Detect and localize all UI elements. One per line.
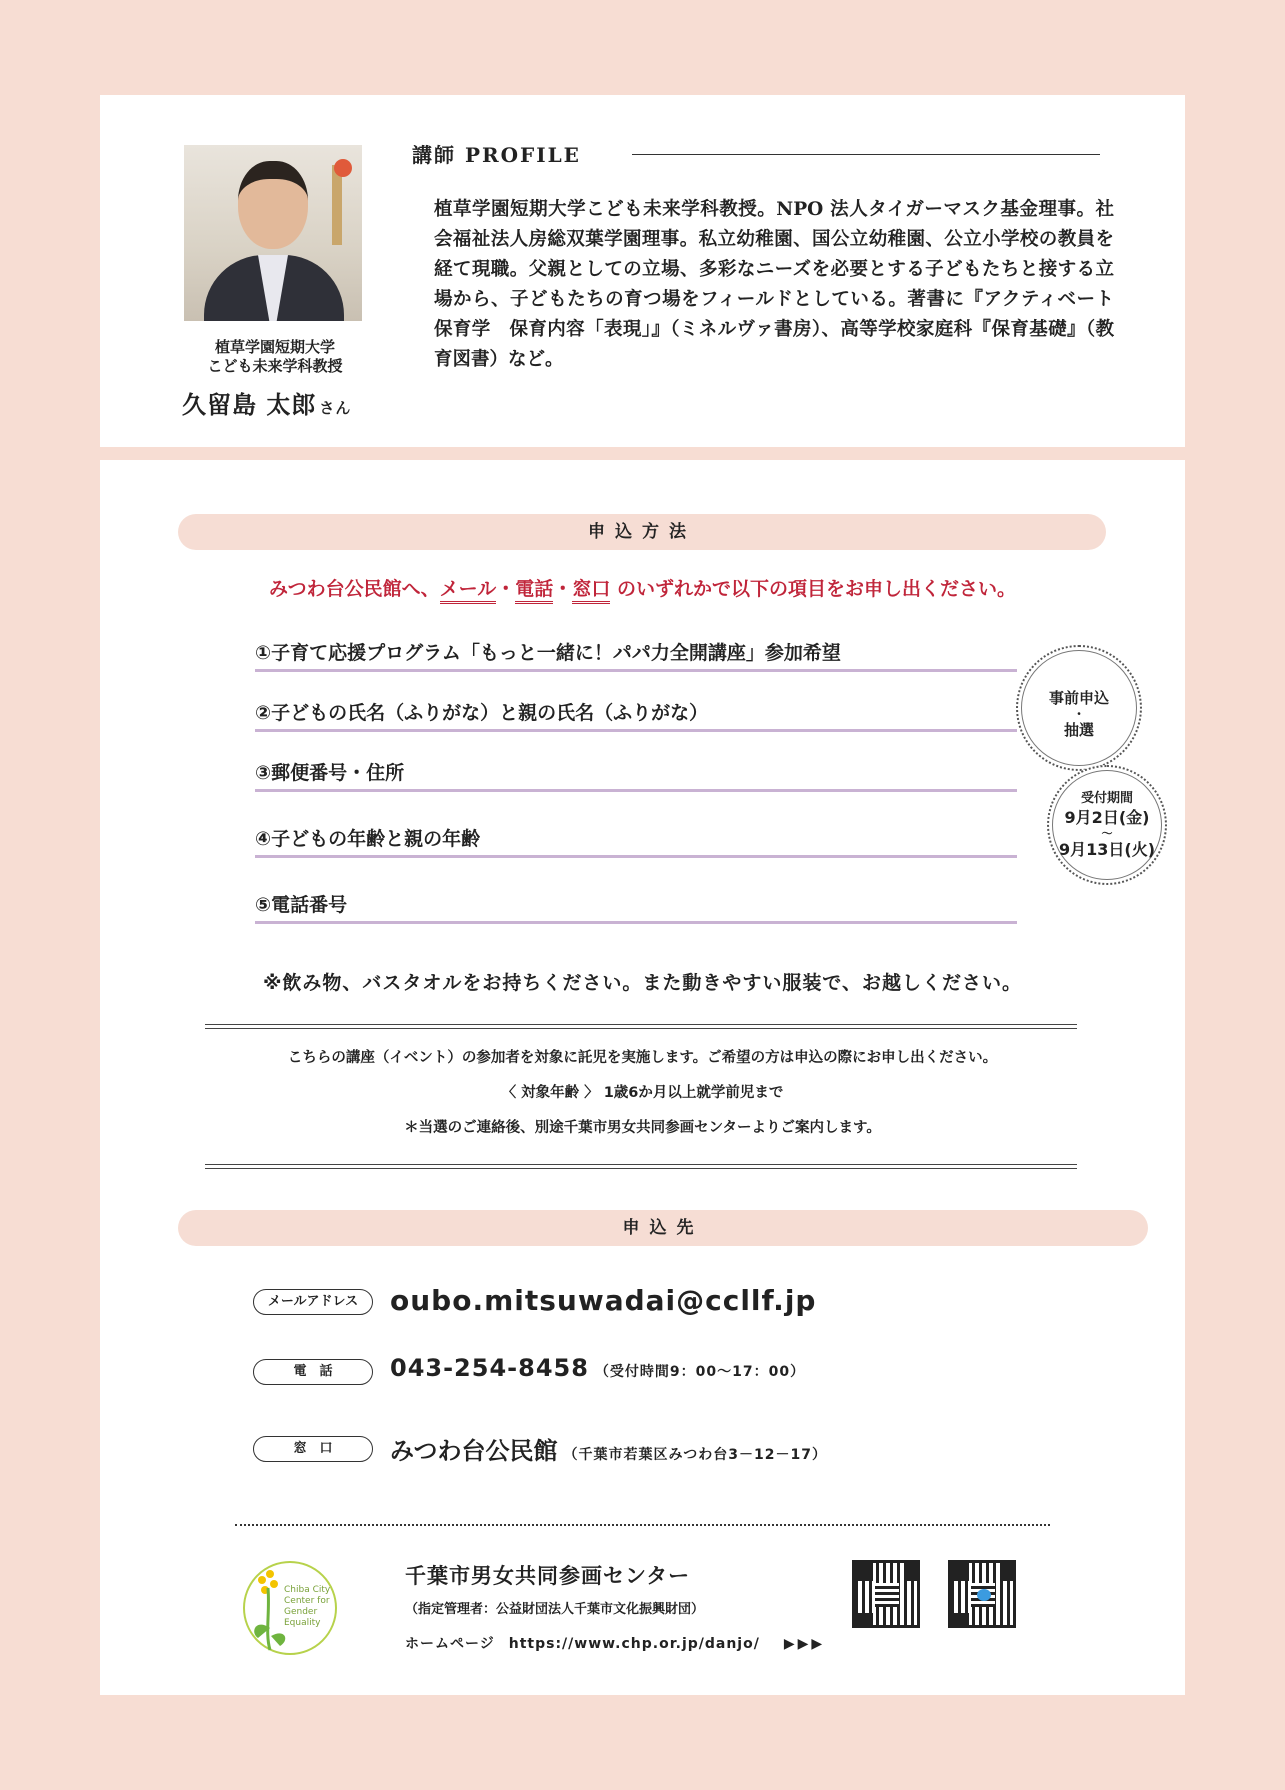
main-card: [100, 460, 1185, 1695]
window-name: みつわ台公民館: [390, 1437, 558, 1465]
arrow-icon: ▶▶▶: [783, 1636, 826, 1652]
honorific: さん: [319, 399, 352, 417]
separator: ・: [496, 578, 516, 600]
profile-heading: 講師 PROFILE: [412, 143, 581, 167]
childcare-line-2: 〈 対象年齢 〉 1歳6か月以上就学前児まで: [501, 1085, 784, 1101]
window-location: [390, 1431, 827, 1466]
period-badge: [1047, 765, 1167, 885]
application-item: ④子どもの年齢と親の年齢: [255, 824, 1017, 858]
lecturer-name-text: 久留島 太郎: [182, 390, 317, 419]
email-label: メールアドレス: [253, 1289, 373, 1315]
center-logo: [240, 1558, 340, 1658]
childcare-line-3: ＊当選のご連絡後、別途千葉市男女共同参画センターよりご案内します。: [404, 1120, 881, 1136]
separator: ・: [553, 578, 573, 600]
belongings-note: ※飲み物、バスタオルをお持ちください。また動きやすい服装で、お越しください。: [262, 972, 1023, 994]
instruction-pre: みつわ台公民館へ、: [269, 578, 440, 600]
phone-number-text: 043-254-8458: [390, 1354, 589, 1382]
method-phone: 電話: [515, 578, 553, 604]
organization-name: 千葉市男女共同参画センター: [405, 1564, 691, 1588]
badge-text: 抽選: [1063, 721, 1094, 739]
qr-code-homepage[interactable]: [852, 1560, 920, 1628]
organization-block: [405, 1560, 825, 1653]
bird-icon: [977, 1589, 991, 1601]
badge-text: 9月2日(金): [1064, 808, 1150, 827]
application-method-heading: 申込方法: [178, 514, 1106, 550]
profile-card: [100, 95, 1185, 447]
badge-text: 〜: [1101, 827, 1113, 840]
profile-bio: 植草学園短期大学こども未来学科教授。NPO 法人タイガーマスク基金理事。社会福祉法人房総双葉学園理事。私立幼稚園、国公立幼稚園、公立小学校の教員を経て現職。父親としての立場、多彩なニーズを必要とする子どもたちと接する立場から、子どもたちの育つ場をフィールドとしている。著書に『アクティベート保育学 保育内容「表現」』（ミネルヴァ書房）、高等学校家庭科『保育基礎』（教育図書）など。: [434, 199, 1114, 370]
application-instruction: [100, 574, 1185, 601]
divider: [205, 1024, 1077, 1029]
homepage-line: [405, 1633, 825, 1653]
window-label: 窓 口: [253, 1436, 373, 1462]
phone-hours: （受付時間9：00〜17：00）: [594, 1364, 806, 1380]
homepage-link[interactable]: https://www.chp.or.jp/danjo/: [508, 1636, 760, 1652]
badge-text: ・: [1072, 707, 1085, 721]
email-address[interactable]: oubo.mitsuwadai@ccllf.jp: [390, 1284, 817, 1317]
application-item: ③郵便番号・住所: [255, 758, 1017, 792]
lecturer-name: [182, 385, 351, 420]
dotted-divider: [235, 1524, 1050, 1526]
profile-heading-rule: [632, 154, 1100, 155]
instruction-post: のいずれかで以下の項目をお申し出ください。: [616, 578, 1016, 600]
destination-heading: 申込先: [178, 1210, 1148, 1246]
phone-label: 電 話: [253, 1359, 373, 1385]
method-mail: メール: [440, 578, 497, 604]
logo-text: Equality: [284, 1618, 321, 1628]
divider: [205, 1164, 1077, 1169]
childcare-line-1: こちらの講座（イベント）の参加者を対象に託児を実施します。ご希望の方は申込の際にお申し出ください。: [287, 1050, 998, 1066]
method-window: 窓口: [572, 578, 610, 604]
logo-text: Gender: [284, 1607, 318, 1617]
lecturer-affiliation: [170, 338, 380, 376]
badge-text: 9月13日(火): [1058, 840, 1156, 859]
affiliation-line-1: 植草学園短期大学: [214, 338, 335, 356]
qr-code-twitter[interactable]: [948, 1560, 1016, 1628]
lecturer-photo: [184, 145, 362, 321]
flower-icon: [258, 1576, 266, 1584]
homepage-label: ホームページ: [405, 1636, 495, 1652]
affiliation-line-2: こども未来学科教授: [207, 357, 343, 375]
application-item: ⑤電話番号: [255, 890, 1017, 924]
logo-text: Center for: [284, 1596, 330, 1606]
lottery-badge: [1016, 645, 1142, 771]
logo-text: Chiba City: [284, 1585, 331, 1595]
phone-number[interactable]: [390, 1354, 805, 1382]
application-item: ②子どもの氏名（ふりがな）と親の氏名（ふりがな）: [255, 698, 1017, 732]
badge-text: 受付期間: [1080, 791, 1133, 806]
application-item: ①子育て応援プログラム「もっと一緒に！パパ力全開講座」参加希望: [255, 638, 1017, 672]
badge-text: 事前申込: [1048, 689, 1109, 707]
window-address: （千葉市若葉区みつわ台3－12－17）: [563, 1447, 827, 1463]
organization-manager: （指定管理者：公益財団法人千葉市文化振興財団）: [405, 1602, 705, 1617]
